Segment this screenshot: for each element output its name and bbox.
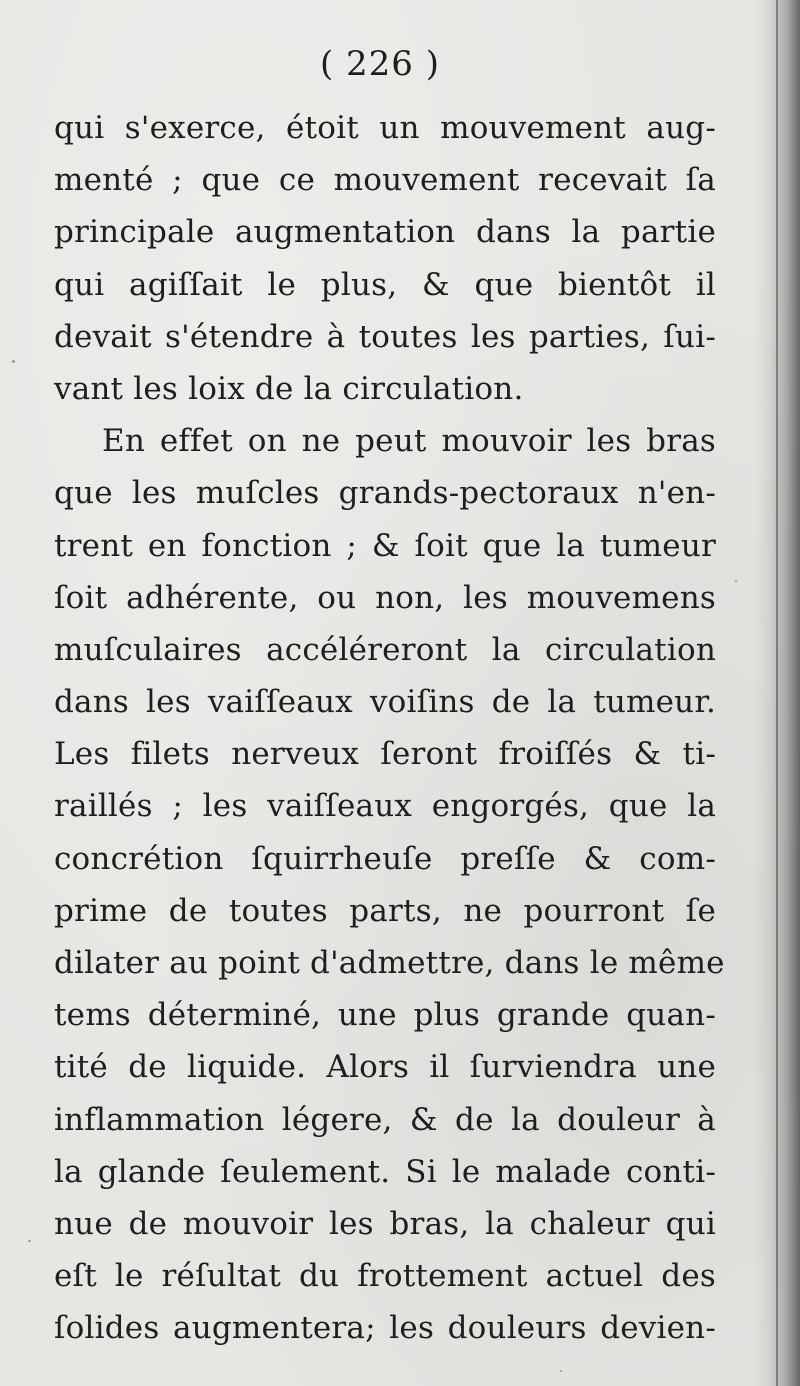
text-line: que les muſcles grands-pectoraux n'en- — [54, 475, 716, 512]
text-line: Les filets nerveux ſeront froiſſés & ti- — [54, 736, 716, 773]
page-number: ( 226 ) — [319, 44, 441, 84]
text-line: inflammation légere, & de la douleur à — [54, 1101, 716, 1138]
paper-speck — [12, 360, 15, 363]
text-line: En effet on ne peut mouvoir les bras — [102, 423, 716, 460]
text-line: principale augmentation dans la partie — [54, 214, 716, 251]
text-line: prime de toutes parts, ne pourront ſe — [54, 892, 716, 929]
paragraph-2 — [54, 415, 725, 1354]
text-line: ſolides augmentera; les douleurs devien- — [54, 1310, 716, 1347]
text-line: eſt le réſultat du frottement actuel des — [54, 1258, 716, 1295]
paragraph-1 — [54, 102, 716, 415]
paper-speck — [735, 580, 737, 582]
paper-speck — [28, 1240, 31, 1242]
text-line: tems déterminé, une plus grande quan- — [54, 997, 716, 1034]
text-line: raillés ; les vaiſſeaux engorgés, que la — [54, 788, 716, 825]
text-line: qui s'exerce, étoit un mouvement aug- — [54, 110, 716, 146]
page-body-text — [54, 102, 725, 1355]
text-line: trent en fonction ; & ſoit que la tumeur — [54, 527, 716, 564]
text-line: tité de liquide. Alors il ſurviendra une — [54, 1049, 716, 1086]
text-line: menté ; que ce mouvement recevait ſa — [54, 162, 716, 199]
text-line: la glande ſeulement. Si le malade conti- — [54, 1153, 716, 1190]
text-line: concrétion ſquirrheuſe preſſe & com- — [54, 840, 716, 877]
text-line: dans les vaiſſeaux voiſins de la tumeur. — [54, 684, 716, 721]
text-line: vant les loix de la circulation. — [54, 370, 524, 407]
page-binding-shadow — [754, 0, 800, 1386]
paper-speck — [560, 1370, 562, 1372]
text-line: muſculaires accéléreront la circulation — [54, 631, 716, 668]
text-line: devait s'étendre à toutes les parties, ſui- — [54, 318, 716, 355]
text-line: ſoit adhérente, ou non, les mouvemens — [54, 579, 716, 616]
text-line: nue de mouvoir les bras, la chaleur qui — [54, 1205, 716, 1242]
text-line: qui agiſſait le plus, & que bientôt il — [54, 266, 716, 303]
text-line: dilater au point d'admettre, dans le même — [54, 945, 725, 981]
